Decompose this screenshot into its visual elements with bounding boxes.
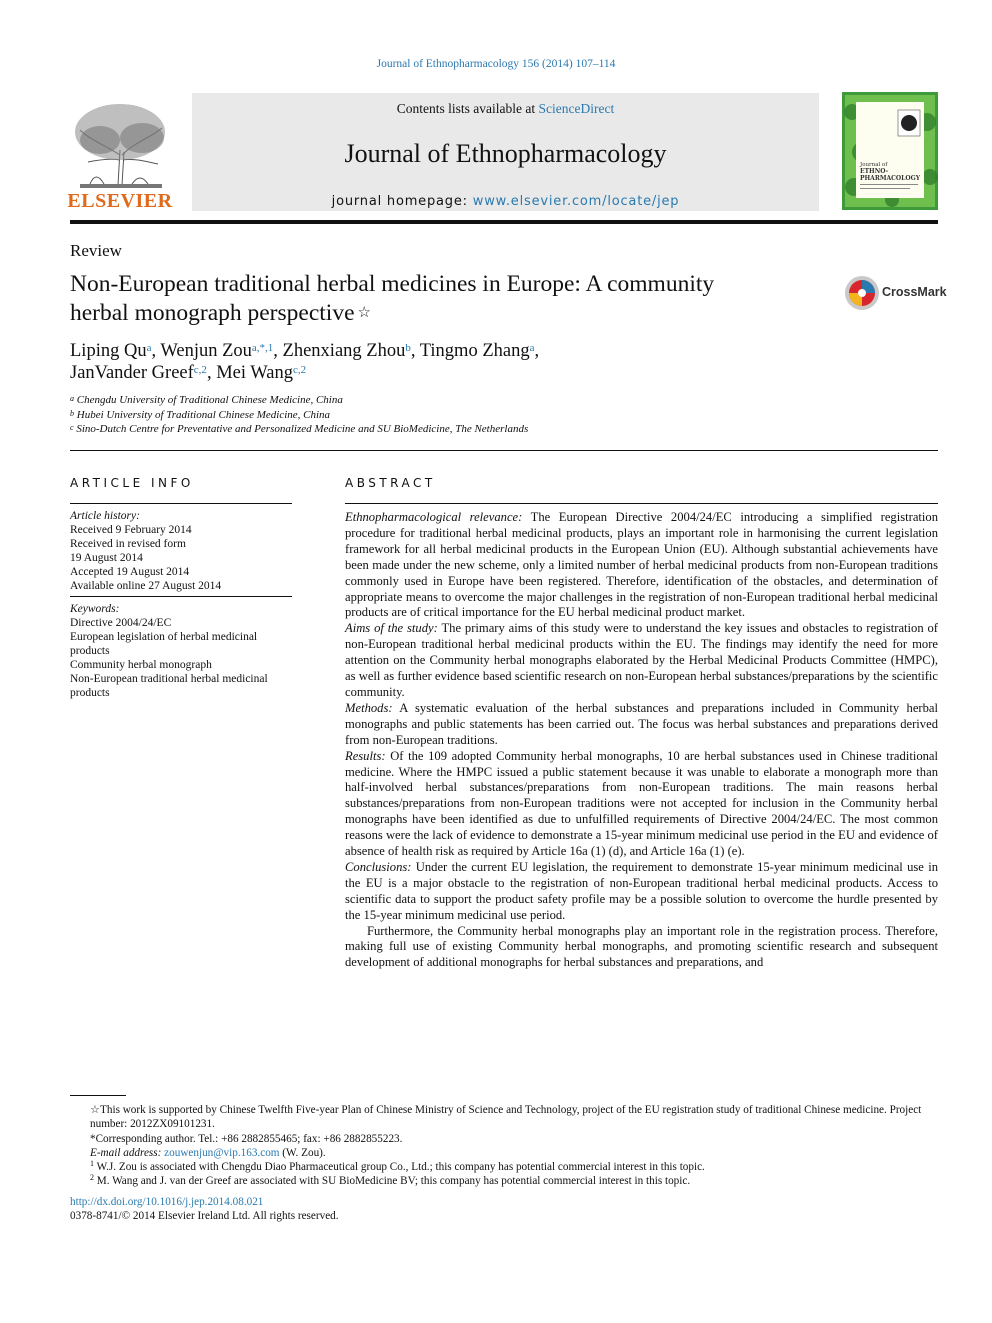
abstract-paragraph	[345, 621, 938, 701]
history-label: Article history:	[70, 510, 140, 522]
footnote-1	[70, 1160, 938, 1174]
abstract-label: Ethnopharmacological relevance:	[345, 510, 523, 524]
affiliation-label: a	[70, 394, 74, 403]
footnote-rule	[70, 1095, 126, 1096]
doi-link[interactable]: http://dx.doi.org/10.1016/j.jep.2014.08.021	[70, 1195, 264, 1208]
header-divider	[70, 450, 938, 451]
abstract-paragraph	[345, 924, 938, 972]
keyword[interactable]: Non-European traditional herbal medicinal products	[70, 673, 268, 699]
abstract-body	[345, 510, 938, 971]
article-history	[70, 509, 292, 593]
author-separator: ,	[151, 341, 161, 361]
author-affil-marker[interactable]: a	[529, 342, 535, 354]
homepage-link[interactable]: www.elsevier.com/locate/jep	[472, 194, 680, 209]
author[interactable]	[70, 363, 207, 383]
author-name[interactable]: Mei Wang	[216, 363, 293, 383]
contents-available	[192, 101, 819, 117]
abstract-label: Results:	[345, 748, 386, 763]
affiliation-text: Chengdu University of Traditional Chinese Medicine, China	[76, 394, 343, 406]
footnotes	[70, 1103, 938, 1223]
history-item: Received 9 February 2014	[70, 524, 192, 536]
abstract-paragraph	[345, 701, 938, 749]
abstract-text: A systematic evaluation of the herbal substances and preparations included in Community herbal monographs and public statements has been carried out. The focus was herbal substances and preparations derived from non-European traditions.	[345, 700, 938, 747]
author-affil-marker[interactable]: a	[146, 342, 152, 354]
abstract-paragraph	[345, 860, 938, 924]
keyword[interactable]: Community herbal monograph	[70, 659, 212, 671]
contents-prefix: Contents lists available at	[396, 101, 539, 116]
svg-text:ETHNO-: ETHNO-	[860, 168, 889, 175]
footnote-1-label: 1	[90, 1159, 94, 1169]
affiliation-text: Hubei University of Traditional Chinese Medicine, China	[76, 408, 331, 421]
journal-masthead	[192, 93, 819, 211]
article-type: Review	[70, 241, 122, 260]
author-name[interactable]: JanVander Greef	[70, 363, 194, 383]
sciencedirect-link[interactable]: ScienceDirect	[538, 101, 615, 116]
masthead-rule	[70, 220, 938, 224]
copyright-line: 0378-8741/© 2014 Elsevier Ireland Ltd. All rights reserved.	[70, 1210, 339, 1223]
affiliation-label: c	[70, 423, 74, 432]
footnote-2	[70, 1174, 938, 1188]
author-affil-marker[interactable]: b	[405, 342, 411, 354]
crossmark-badge[interactable]	[844, 274, 947, 312]
author[interactable]	[283, 341, 411, 361]
footnote-2-text: M. Wang and J. van der Greef are associated with SU BioMedicine BV; this company has potential commercial interest in this topic.	[96, 1175, 691, 1188]
author-list	[70, 340, 690, 384]
article-info-rule	[70, 503, 292, 504]
journal-homepage	[192, 194, 819, 209]
homepage-prefix: journal homepage:	[331, 194, 473, 209]
history-item: Received in revised form	[70, 538, 186, 550]
email-label: E-mail address:	[90, 1146, 165, 1159]
email-note	[70, 1146, 938, 1160]
keywords-label: Keywords:	[70, 603, 120, 615]
author-separator: ,	[206, 363, 217, 383]
abstract-paragraph	[345, 510, 938, 621]
abstract-text: Under the current EU legislation, the requirement to demonstrate 15-year minimum medicinal use in the EU is a major obstacle to the registration of non-European traditional herbal medicinal products. Access to scientific data to support the product safety profile may be a possible solution to overcome the hurdle presented by the 15-year minimum medicinal use period.	[345, 859, 938, 922]
funding-note: ☆This work is supported by Chinese Twelfth Five-year Plan of Chinese Ministry of Science and Technology, project of the EU registration study of traditional Chinese medicine. Project number: 2012ZX09101231.	[90, 1104, 922, 1131]
article-info-heading: ARTICLE INFO	[70, 476, 194, 490]
doi-line	[70, 1195, 938, 1209]
crossmark-icon	[844, 274, 880, 312]
author-name[interactable]: Tingmo Zhang	[419, 341, 530, 361]
title-line-2: herbal monograph perspective	[70, 300, 355, 326]
email-link[interactable]: zouwenjun@vip.163.com	[164, 1146, 280, 1159]
keyword[interactable]: European legislation of herbal medicinal products	[70, 631, 258, 657]
abstract-label: Methods:	[345, 700, 393, 715]
author-name[interactable]: Zhenxiang Zhou	[282, 341, 406, 361]
abstract-heading: ABSTRACT	[345, 476, 436, 490]
author-name[interactable]: Liping Qu	[70, 341, 147, 361]
abstract-paragraph	[345, 749, 938, 860]
keywords-rule	[70, 596, 292, 597]
abstract-text: The European Directive 2004/24/EC introducing a simplified registration procedure for traditional herbal medicinal products, plays an important role in harmonising the current legislation framework for all herbal medicinal products in the European Union (EU). Although substantial achievements have been made under the new scheme, only a limited number of herbal medicinal products from non-European traditions commonly used in Europe have been registered. Therefore, identification of the obstacles, and determination of appropriate means to overcome the major challenges in the registration of non-European traditional herbal medicinal products are of critical importance for the EU herbal medicinal product market.	[345, 510, 939, 620]
author-affil-marker[interactable]: c,2	[193, 364, 207, 376]
journal-cover-thumbnail[interactable]	[842, 92, 938, 210]
author[interactable]	[420, 341, 535, 361]
affiliation	[70, 408, 528, 423]
abstract-text: Furthermore, the Community herbal monographs play an important role in the registration process. Therefore, making full use of existing Community herbal monographs, and promoting scientific research and subsequent development of additional monographs for herbal substances and preparations, and	[345, 923, 938, 970]
footnote-1-text: W.J. Zou is associated with Chengdu Diao Pharmaceutical group Co., Ltd.; this company has potential commercial interest in this topic.	[96, 1161, 705, 1174]
abstract-label: Aims of the study:	[345, 621, 438, 636]
author[interactable]	[160, 341, 273, 361]
article-title	[70, 270, 820, 328]
affiliation	[70, 393, 528, 408]
abstract-text: Of the 109 adopted Community herbal monographs, 10 are herbal substances used in Chinese traditional medicine. Where the HMPC issued a public statement because it was unable to elaborate a monograph more than half-involved herbal substances/preparations from non-European traditions. The main reasons herbal substances/preparations from non-European traditions were not accepted for inclusion in the Community herbal monographs have been identified as due to unfulfilled requirements of Directive 2004/24/EC. The most common reasons were the lack of evidence to demonstrate a 15-year minimum medicinal use period in the EU and evidence of absence of health risk as required by Article 16a (1) (d), and Article 16a (1) (e).	[345, 748, 938, 859]
elsevier-wordmark: ELSEVIER	[67, 190, 173, 212]
author-affil-marker[interactable]: a,*,1	[251, 342, 274, 354]
affiliation	[70, 422, 528, 437]
journal-title: Journal of Ethnopharmacology	[344, 139, 667, 168]
history-item: Accepted 19 August 2014	[70, 566, 190, 578]
author-separator: ,	[534, 341, 540, 361]
author-separator: ,	[410, 341, 420, 361]
abstract-text: The primary aims of this study were to understand the key issues and obstacles to registration of non-European traditional herbal medicinal products within the EU. The findings may identify the need for more attention on the Community herbal monographs elaborated by the Herbal Medicinal Products Committee (HMPC), as well as further evidence based scientific research on non-European herbal substances/preparations by the scientific community.	[345, 621, 939, 699]
author[interactable]	[216, 363, 306, 383]
title-line-1: Non-European traditional herbal medicines in Europe: A community	[70, 271, 715, 297]
affiliation-label: b	[70, 408, 74, 418]
abstract-label: Conclusions:	[345, 859, 412, 874]
svg-text:PHARMACOLOGY: PHARMACOLOGY	[860, 175, 920, 182]
journal-citation[interactable]: Journal of Ethnopharmacology 156 (2014) 107–114	[376, 58, 616, 70]
author-name[interactable]: Wenjun Zou	[160, 341, 252, 361]
affiliation-list	[70, 393, 528, 437]
author[interactable]	[70, 341, 151, 361]
keywords	[70, 602, 298, 700]
history-item: Available online 27 August 2014	[70, 580, 222, 592]
footnote-2-label: 2	[90, 1173, 94, 1183]
corresponding-author-note: *Corresponding author. Tel.: +86 2882855465; fax: +86 2882855223.	[90, 1132, 403, 1145]
title-star-mark[interactable]: ☆	[357, 305, 371, 321]
crossmark-label: CrossMark	[882, 285, 947, 299]
history-item: 19 August 2014	[70, 552, 143, 564]
abstract-rule	[345, 503, 938, 504]
svg-text:Journal of: Journal of	[860, 162, 888, 168]
email-suffix: (W. Zou).	[279, 1146, 326, 1159]
affiliation-text: Sino-Dutch Centre for Preventative and Personalized Medicine and SU BioMedicine, The Netherlands	[76, 423, 529, 435]
keyword[interactable]: Directive 2004/24/EC	[70, 617, 172, 629]
author-separator: ,	[273, 341, 283, 361]
author-affil-marker[interactable]: c,2	[292, 364, 307, 376]
